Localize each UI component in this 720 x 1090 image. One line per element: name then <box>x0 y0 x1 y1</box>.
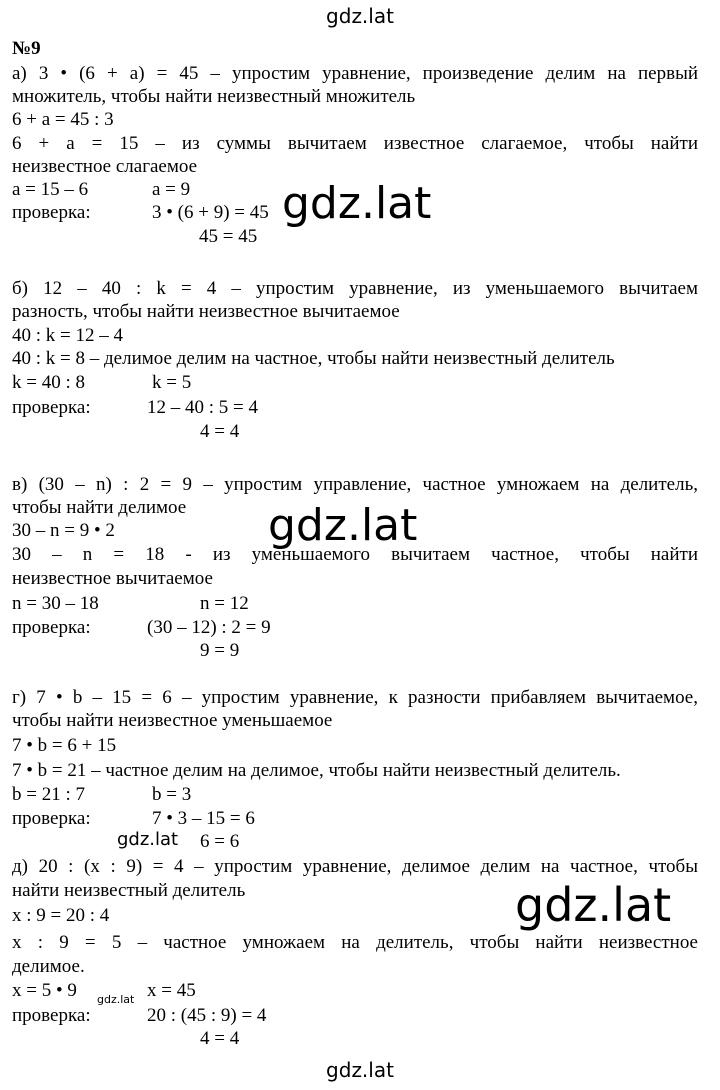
part-v-check-2: 9 = 9 <box>200 640 240 661</box>
part-d-check-label: проверка: <box>12 1005 91 1026</box>
part-g-check-2: 6 = 6 <box>200 831 240 852</box>
part-v-line-1: в) (30 – n) : 2 = 9 – упростим управление, частное умножаем на делитель, <box>12 474 698 495</box>
part-d-line-5: делимое. <box>12 956 85 977</box>
watermark-large: gdz.lat <box>268 500 418 551</box>
part-v-check-label: проверка: <box>12 617 91 638</box>
part-b-line-4: 40 : k = 8 – делимое делим на частное, чтобы найти неизвестный делитель <box>12 348 615 369</box>
part-d-answer: x = 45 <box>147 980 196 1001</box>
part-a-line-4: 6 + a = 15 – из суммы вычитаем известное слагаемое, чтобы найти <box>12 133 698 154</box>
part-d-line-4: x : 9 = 5 – частное умножаем на делитель, чтобы найти неизвестное <box>12 932 698 953</box>
part-g-line-1: г) 7 • b – 15 = 6 – упростим уравнение, к разности прибавляем вычитаемое, <box>12 687 698 708</box>
part-b-line-2: разность, чтобы найти неизвестное вычитаемое <box>12 301 400 322</box>
part-d-line-2: найти неизвестный делитель <box>12 880 246 901</box>
watermark-large: gdz.lat <box>282 178 432 229</box>
part-b-check-2: 4 = 4 <box>200 421 240 442</box>
part-a-check-1: 3 • (6 + 9) = 45 <box>152 202 269 223</box>
watermark-small: gdz.lat <box>117 829 179 850</box>
part-d-solution: x = 5 • 9 <box>12 980 77 1001</box>
part-g-answer: b = 3 <box>152 784 192 805</box>
part-g-check-label: проверка: <box>12 808 91 829</box>
part-g-line-4: 7 • b = 21 – частное делим на делимое, чтобы найти неизвестный делитель. <box>12 760 621 781</box>
part-a-line-1: а) 3 • (6 + a) = 45 – упростим уравнение, произведение делим на первый <box>12 63 698 84</box>
part-a-check-2: 45 = 45 <box>199 226 258 247</box>
problem-title: №9 <box>12 38 41 59</box>
watermark-tiny: gdz.lat <box>97 993 135 1006</box>
part-b-answer: k = 5 <box>152 372 192 393</box>
part-a-check-label: проверка: <box>12 202 91 223</box>
part-b-check-1: 12 – 40 : 5 = 4 <box>147 397 258 418</box>
part-b-check-label: проверка: <box>12 397 91 418</box>
part-g-solution: b = 21 : 7 <box>12 784 85 805</box>
part-b-solution: k = 40 : 8 <box>12 372 85 393</box>
part-v-line-4: 30 – n = 18 - из уменьшаемого вычитаем частное, чтобы найти <box>12 544 698 565</box>
part-v-line-2: чтобы найти делимое <box>12 497 187 518</box>
part-d-line-1: д) 20 : (x : 9) = 4 – упростим уравнение, делимое делим на частное, чтобы <box>12 856 698 877</box>
part-v-line-5: неизвестное вычитаемое <box>12 568 213 589</box>
part-v-check-1: (30 – 12) : 2 = 9 <box>147 617 271 638</box>
part-b-line-3: 40 : k = 12 – 4 <box>12 325 123 346</box>
part-g-check-1: 7 • 3 – 15 = 6 <box>152 808 255 829</box>
part-d-line-3: x : 9 = 20 : 4 <box>12 905 110 926</box>
part-v-line-3: 30 – n = 9 • 2 <box>12 520 115 541</box>
part-v-answer: n = 12 <box>200 593 249 614</box>
part-d-check-1: 20 : (45 : 9) = 4 <box>147 1005 267 1026</box>
part-b-line-1: б) 12 – 40 : k = 4 – упростим уравнение, из уменьшаемого вычитаем <box>12 278 698 299</box>
part-a-line-3: 6 + a = 45 : 3 <box>12 109 114 130</box>
part-g-line-2: чтобы найти неизвестное уменьшаемое <box>12 710 333 731</box>
part-a-solution: a = 15 – 6 <box>12 179 89 200</box>
watermark-large: gdz.lat <box>515 878 672 932</box>
part-a-line-2: множитель, чтобы найти неизвестный множитель <box>12 86 416 107</box>
part-g-line-3: 7 • b = 6 + 15 <box>12 735 117 756</box>
part-a-answer: a = 9 <box>152 179 191 200</box>
watermark-bottom: gdz.lat <box>326 1058 394 1082</box>
part-d-check-2: 4 = 4 <box>200 1028 240 1049</box>
part-v-solution: n = 30 – 18 <box>12 593 99 614</box>
part-a-line-5: неизвестное слагаемое <box>12 156 198 177</box>
watermark-top: gdz.lat <box>326 4 394 28</box>
